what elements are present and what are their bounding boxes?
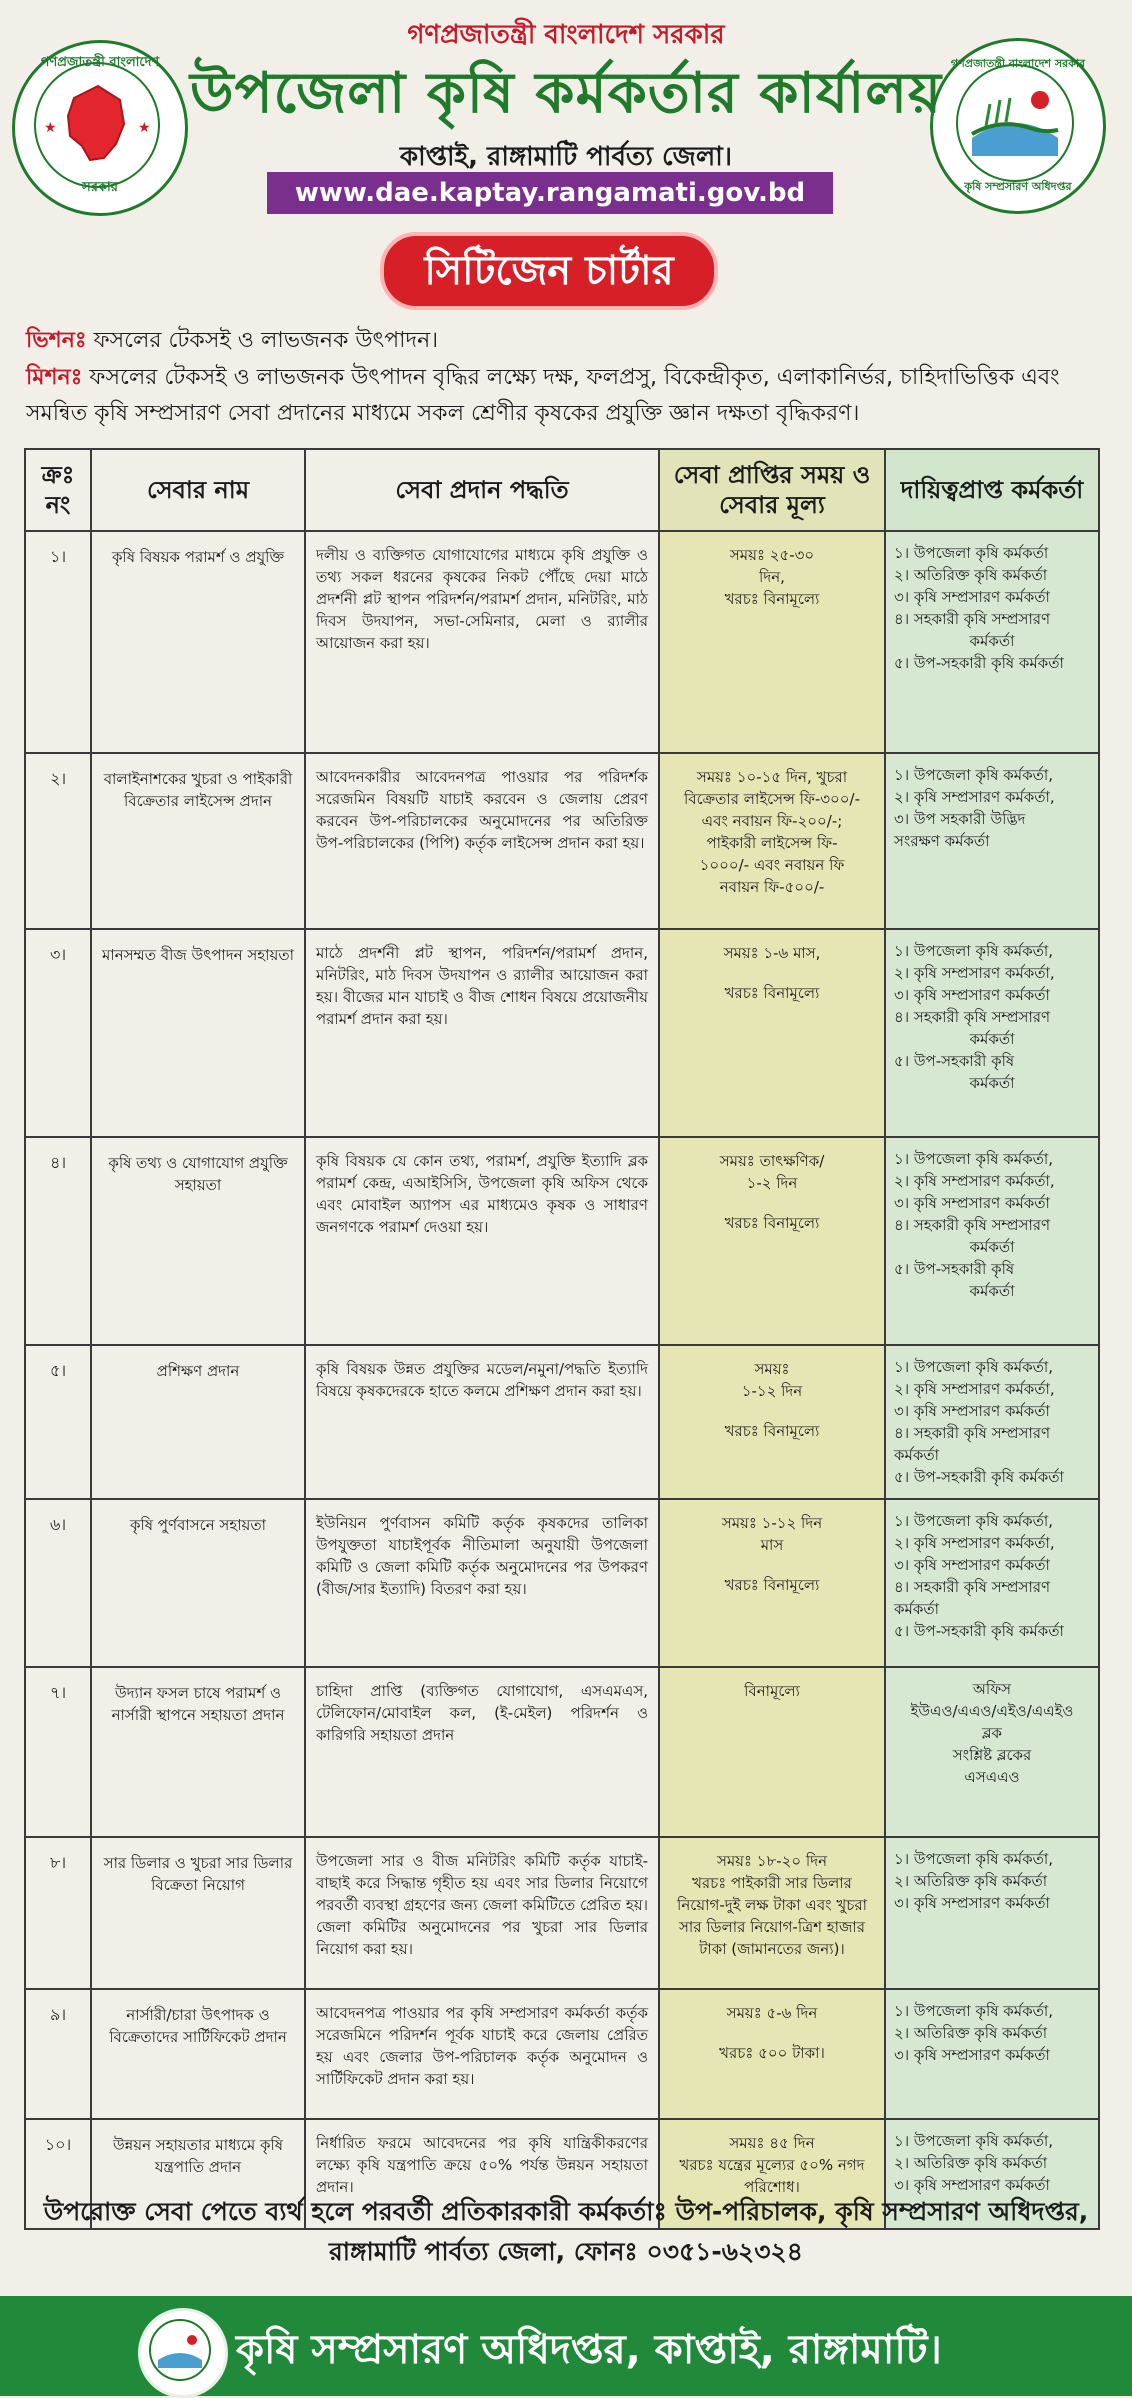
time-cost-cell	[659, 1345, 885, 1499]
service-name-cell: উদ্যান ফসল চাষে পরামর্শ ও নার্সারী স্থাপনে সহায়তা প্রদান	[91, 1667, 305, 1837]
officer-cell	[885, 929, 1099, 1137]
officer-line: ২। অতিরিক্ত কৃষি কর্মকর্তা	[894, 2024, 1048, 2042]
officer-line: ৩। কৃষি সম্প্রসারণ কর্মকর্তা	[894, 986, 1050, 1004]
officer-line: ১। উপজেলা কৃষি কর্মকর্তা,	[894, 942, 1053, 960]
table-row	[25, 1989, 1099, 2119]
officer-line: ৩। কৃষি সম্প্রসারণ কর্মকর্তা	[894, 1894, 1050, 1912]
service-method-cell: চাহিদা প্রাপ্তি (ব্যক্তিগত যোগাযোগ, এসএমএস, টেলিফোন/মোবাইল কল, (ই-মেইল) পরিদর্শন ও কারিগরি সহায়তা প্রদান	[305, 1667, 659, 1837]
time-cost-line	[668, 964, 876, 982]
time-cost-cell	[659, 1837, 885, 1989]
officer-line: সংরক্ষণ কর্মকর্তা	[894, 832, 990, 850]
officer-line: কর্মকর্তা	[969, 1282, 1015, 1300]
header-time-cost: সেবা প্রাপ্তির সময় ও সেবার মূল্য	[659, 449, 885, 531]
time-cost-line: সময়ঃ ১৮-২০ দিন	[716, 1852, 828, 1870]
officer-line: ৫। উপ-সহকারী কৃষি	[894, 1260, 1015, 1278]
serial-cell: ৬।	[25, 1499, 91, 1667]
officer-line: ২। কৃষি সম্প্রসারণ কর্মকর্তা,	[894, 1380, 1055, 1398]
header-service-name: সেবার নাম	[91, 449, 305, 531]
time-cost-line	[668, 1194, 876, 1212]
time-cost-cell	[659, 1137, 885, 1345]
officer-line: ৩। কৃষি সম্প্রসারণ কর্মকর্তা	[894, 2176, 1050, 2194]
service-name-cell: কৃষি তথ্য ও যোগাযোগ প্রযুক্তি সহায়তা	[91, 1137, 305, 1345]
table-row	[25, 531, 1099, 753]
header-service-method: সেবা প্রদান পদ্ধতি	[305, 449, 659, 531]
time-cost-line: নবায়ন ফি-৫০০/-	[719, 878, 825, 896]
table-row	[25, 1137, 1099, 1345]
service-method-cell: আবেদনপত্র পাওয়ার পর কৃষি সম্প্রসারণ কর্মকর্তা কর্তৃক সরেজমিনে পরিদর্শন পূর্বক যাচাই করে জেলায় প্রেরিত হয় এবং জেলার উপ-পরিচালক কর্তৃক অনুমোদন ও সার্টিফিকেট প্রদান করা হয়।	[305, 1989, 659, 2119]
time-cost-line: খরচঃ বিনামূল্যে	[724, 1422, 820, 1440]
time-cost-line: সময়ঃ ১-৬ মাস,	[723, 944, 821, 962]
table-header-row	[25, 449, 1099, 531]
time-cost-line: টাকা (জামানতের জন্য)।	[699, 1940, 845, 1958]
officer-cell	[885, 531, 1099, 753]
officer-line: এসএএও	[964, 1768, 1020, 1786]
officer-line: ব্লক	[981, 1724, 1003, 1742]
officer-line: ৩। কৃষি সম্প্রসারণ কর্মকর্তা	[894, 1402, 1050, 1420]
officer-cell	[885, 753, 1099, 929]
footer-office-name: কৃষি সম্প্রসারণ অধিদপ্তর, কাপ্তাই, রাঙ্গামাটি।	[236, 2327, 942, 2373]
time-cost-line: দিন,	[759, 568, 785, 586]
serial-cell: ৮।	[25, 1837, 91, 1989]
officer-line: ৫। উপ-সহকারী কৃষি কর্মকর্তা	[894, 1468, 1064, 1486]
time-cost-line: ১-১২ দিন	[741, 1382, 803, 1400]
service-table-wrapper	[24, 448, 1084, 2230]
officer-line: ৪। সহকারী কৃষি সম্প্রসারণ	[894, 1216, 1051, 1234]
service-name-cell: প্রশিক্ষণ প্রদান	[91, 1345, 305, 1499]
time-cost-line: খরচঃ বিনামূল্যে	[724, 1576, 820, 1594]
vision-label: ভিশনঃ	[26, 328, 87, 353]
service-method-cell: দলীয় ও ব্যক্তিগত যোগাযোগের মাধ্যমে কৃষি প্রযুক্তি ও তথ্য সকল ধরনের কৃষকের নিকট পৌঁছে দেয়া মাঠে প্রদর্শনী প্লট স্থাপন পরিদর্শন/পরামর্শ প্রদান, মনিটরিং, মাঠ দিবস উদযাপন, সভা-সেমিনার, মেলা ও র‍্যালীর আয়োজন করা হয়।	[305, 531, 659, 753]
officer-line: ৪। সহকারী কৃষি সম্প্রসারণ কর্মকর্তা	[894, 1578, 1051, 1618]
service-name-cell: নার্সারী/চারা উৎপাদক ও বিক্রেতাদের সার্টিফিকেট প্রদান	[91, 1989, 305, 2119]
serial-cell: ৯।	[25, 1989, 91, 2119]
service-method-cell: মাঠে প্রদর্শনী প্লট স্থাপন, পরিদর্শন/পরামর্শ প্রদান, মনিটরিং, মাঠ দিবস উদযাপন ও র‍্যালীর আয়োজন করা হয়। বীজের মান যাচাই ও বীজ শোধন বিষয়ে প্রয়োজনীয় পরামর্শ প্রদান করা হয়।	[305, 929, 659, 1137]
time-cost-line: বিক্রেতার লাইসেন্স ফি-৩০০/-	[683, 790, 861, 808]
mission-label: মিশনঃ	[26, 365, 83, 390]
government-name: গণপ্রজাতন্ত্রী বাংলাদেশ সরকার	[407, 20, 725, 50]
officer-cell	[885, 1345, 1099, 1499]
officer-line: ১। উপজেলা কৃষি কর্মকর্তা,	[894, 1358, 1053, 1376]
serial-cell: ১০।	[25, 2119, 91, 2229]
officer-line: ২। কৃষি সম্প্রসারণ কর্মকর্তা,	[894, 1172, 1055, 1190]
officer-line: কর্মকর্তা	[969, 632, 1015, 650]
time-cost-line: বিনামূল্যে	[744, 1682, 800, 1700]
time-cost-line: সময়ঃ তাৎক্ষণিক/	[719, 1152, 825, 1170]
time-cost-line: সার ডিলার নিয়োগ-ত্রিশ হাজার	[678, 1918, 866, 1936]
charter-title: সিটিজেন চার্টার	[380, 232, 718, 310]
officer-line: ১। উপজেলা কৃষি কর্মকর্তা,	[894, 1150, 1053, 1168]
time-cost-line: খরচঃ বিনামূল্যে	[724, 590, 820, 608]
officer-line: ১। উপজেলা কৃষি কর্মকর্তা,	[894, 2002, 1053, 2020]
service-name-cell: কৃষি পুর্ণবাসনে সহায়তা	[91, 1499, 305, 1667]
service-name-cell: বালাইনাশকের খুচরা ও পাইকারী বিক্রেতার লাইসেন্স প্রদান	[91, 753, 305, 929]
time-cost-line: খরচঃ যন্ত্রের মূল্যের ৫০% নগদ	[679, 2156, 865, 2174]
serial-cell: ১।	[25, 531, 91, 753]
serial-cell: ২।	[25, 753, 91, 929]
officer-line: ২। অতিরিক্ত কৃষি কর্মকর্তা	[894, 2154, 1048, 2172]
time-cost-line: এবং নবায়ন ফি-২০০/-;	[701, 812, 843, 830]
officer-line: ১। উপজেলা কৃষি কর্মকর্তা,	[894, 1512, 1053, 1530]
service-method-cell: আবেদনকারীর আবেদনপত্র পাওয়ার পর পরিদর্শক সরেজমিন বিষয়টি যাচাই করবেন ও জেলায় প্রেরণ করবেন উপ-পরিচালকের অনুমোদনের পর অতিরিক্ত উপ-পরিচালকের (পিপি) কর্তৃক লাইসেন্স প্রদান করা হয়।	[305, 753, 659, 929]
table-row	[25, 1499, 1099, 1667]
serial-cell: ৩।	[25, 929, 91, 1137]
officer-line: ৫। উপ-সহকারী কৃষি	[894, 1052, 1015, 1070]
office-location: কাপ্তাই, রাঙ্গামাটি পার্বত্য জেলা।	[399, 142, 733, 172]
officer-line: ৩। কৃষি সম্প্রসারণ কর্মকর্তা	[894, 2046, 1050, 2064]
time-cost-line: মাস	[760, 1536, 784, 1554]
serial-cell: ৫।	[25, 1345, 91, 1499]
time-cost-line: নিয়োগ-দুই লক্ষ টাকা এবং খুচরা	[677, 1896, 867, 1914]
officer-line: ২। অতিরিক্ত কৃষি কর্মকর্তা	[894, 1872, 1048, 1890]
grievance-note-line2: রাঙ্গামাটি পার্বত্য জেলা, ফোনঃ ০৩৫১-৬২৩২৪	[328, 2237, 804, 2266]
serial-cell: ৪।	[25, 1137, 91, 1345]
time-cost-line	[668, 2024, 876, 2042]
time-cost-cell	[659, 1667, 885, 1837]
service-name-cell: সার ডিলার ও খুচরা সার ডিলার বিক্রেতা নিয়োগ	[91, 1837, 305, 1989]
time-cost-line: সময়ঃ ১-১২ দিন	[721, 1514, 823, 1532]
officer-cell	[885, 1137, 1099, 1345]
officer-line: কর্মকর্তা	[969, 1030, 1015, 1048]
right-logo-top-text: গণপ্রজাতন্ত্রী বাংলাদেশ সরকার	[950, 57, 1086, 70]
time-cost-line: ১-২ দিন	[746, 1174, 798, 1192]
table-row	[25, 1837, 1099, 1989]
service-method-cell: উপজেলা সার ও বীজ মনিটরিং কমিটি কর্তৃক যাচাই-বাছাই করে সিদ্ধান্ত গৃহীত হয় এবং সার ডিলার নিয়োগে পরবর্তী ব্যবস্থা গ্রহণের জন্য জেলা কমিটিতে প্রেরিত হয়। জেলা কমিটির অনুমোদনের পর খুচরা সার ডিলার নিয়োগ করা হয়।	[305, 1837, 659, 1989]
time-cost-line: সময়ঃ ৪৫ দিন	[729, 2134, 815, 2152]
website-url[interactable]: www.dae.kaptay.rangamati.gov.bd	[267, 172, 833, 214]
svg-text:★: ★	[44, 120, 57, 136]
time-cost-line: পরিশোধ।	[744, 2178, 800, 2196]
service-method-cell: কৃষি বিষয়ক যে কোন তথ্য, পরামর্শ, প্রযুক্তি ইত্যাদি ব্লক পরামর্শ কেন্দ্র, এআইসিসি, উপজেলা কৃষি অফিস থেকে এবং মোবাইল অ্যাপস এর মাধ্যমেও কৃষক ও সাধারণ জনগণকে পরামর্শ দেওয়া হয়।	[305, 1137, 659, 1345]
time-cost-line: সময়ঃ	[754, 1360, 790, 1378]
time-cost-line: খরচঃ ৫০০ টাকা।	[719, 2044, 825, 2062]
website-bar	[270, 172, 830, 214]
officer-line: সংশ্লিষ্ট ব্লকের	[952, 1746, 1032, 1764]
officer-line: ২। কৃষি সম্প্রসারণ কর্মকর্তা,	[894, 964, 1055, 982]
time-cost-line	[668, 1402, 876, 1420]
officer-line: ১। উপজেলা কৃষি কর্মকর্তা,	[894, 2132, 1053, 2150]
officer-line: ২। অতিরিক্ত কৃষি কর্মকর্তা	[894, 566, 1048, 584]
grievance-note-line1: উপরোক্ত সেবা পেতে ব্যর্থ হলে পরবর্তী প্রতিকারকারী কর্মকর্তাঃ উপ-পরিচালক, কৃষি সম্প্রসারণ অধিদপ্তর,	[43, 2197, 1089, 2226]
table-row	[25, 1345, 1099, 1499]
time-cost-cell	[659, 753, 885, 929]
officer-line: ৩। উপ সহকারী উদ্ভিদ	[894, 810, 1026, 828]
office-title: উপজেলা কৃষি কর্মকর্তার কার্যালয়	[190, 61, 942, 126]
service-method-cell: নির্ধারিত ফরমে আবেদনের পর কৃষি যান্ত্রিকীকরণের লক্ষ্যে কৃষি যন্ত্রপাতি ক্রয়ে ৫০% পর্যন্ত উন্নয়ন সহায়তা প্রদান।	[305, 2119, 659, 2229]
officer-line: ৩। কৃষি সম্প্রসারণ কর্মকর্তা	[894, 1194, 1050, 1212]
officer-line: ৩। কৃষি সম্প্রসারণ কর্মকর্তা	[894, 1556, 1050, 1574]
mission-statement	[26, 360, 1106, 432]
time-cost-cell	[659, 1499, 885, 1667]
officer-line: ইউএও/এএও/এইও/এএইও	[910, 1702, 1074, 1720]
vision-statement	[26, 323, 1106, 360]
footer-dae-logo-icon	[138, 2308, 228, 2398]
service-name-cell: মানসম্মত বীজ উৎপাদন সহায়তা	[91, 929, 305, 1137]
officer-cell	[885, 1499, 1099, 1667]
officer-line: ৫। উপ-সহকারী কৃষি কর্মকর্তা	[894, 1622, 1064, 1640]
left-seal-top-text: গণপ্রজাতন্ত্রী বাংলাদেশ	[40, 55, 160, 70]
service-table	[24, 448, 1100, 2230]
header-serial: ক্রঃ নং	[25, 449, 91, 531]
time-cost-line: সময়ঃ ২৫-৩০	[729, 546, 815, 564]
vision-text: ফসলের টেকসই ও লাভজনক উৎপাদন।	[86, 328, 439, 353]
officer-cell	[885, 1989, 1099, 2119]
service-method-cell: ইউনিয়ন পুর্ণবাসন কমিটি কর্তৃক কৃষকদের তালিকা উপযুক্ততা যাচাইপূর্বক নীতিমালা অনুযায়ী উপজেলা কমিটি ও জেলা কমিটি কর্তৃক অনুমোদনের পর উপকরণ (বীজ/সার ইত্যাদি) বিতরণ করা হয়।	[305, 1499, 659, 1667]
officer-line: ১। উপজেলা কৃষি কর্মকর্তা,	[894, 766, 1053, 784]
header-officer: দায়িত্বপ্রাপ্ত কর্মকর্তা	[885, 449, 1099, 531]
officer-line: ১। উপজেলা কৃষি কর্মকর্তা	[894, 544, 1049, 562]
left-seal-bottom-text: সরকার	[82, 180, 118, 195]
officer-line: ৩। কৃষি সম্প্রসারণ কর্মকর্তা	[894, 588, 1050, 606]
table-body	[25, 531, 1099, 2229]
table-row	[25, 929, 1099, 1137]
service-name-cell: কৃষি বিষয়ক পরামর্শ ও প্রযুক্তি	[91, 531, 305, 753]
time-cost-line: সময়ঃ ৫-৬ দিন	[726, 2004, 818, 2022]
service-name-cell: উন্নয়ন সহায়তার মাধ্যমে কৃষি যন্ত্রপাতি প্রদান	[91, 2119, 305, 2229]
time-cost-cell	[659, 531, 885, 753]
svg-text:★: ★	[138, 120, 151, 136]
time-cost-line	[668, 1556, 876, 1574]
officer-line: ১। উপজেলা কৃষি কর্মকর্তা,	[894, 1850, 1053, 1868]
time-cost-line: সময়ঃ ১০-১৫ দিন, খুচরা	[696, 768, 848, 786]
officer-line: কর্মকর্তা	[969, 1074, 1015, 1092]
time-cost-line: খরচঃ বিনামূল্যে	[724, 1214, 820, 1232]
officer-line: ২। কৃষি সম্প্রসারণ কর্মকর্তা,	[894, 788, 1055, 806]
officer-line: ৪। সহকারী কৃষি সম্প্রসারণ	[894, 610, 1051, 628]
time-cost-cell	[659, 1989, 885, 2119]
time-cost-cell	[659, 929, 885, 1137]
officer-line: ৫। উপ-সহকারী কৃষি কর্মকর্তা	[894, 654, 1064, 672]
grievance-note	[30, 2192, 1102, 2272]
mission-text: ফসলের টেকসই ও লাভজনক উৎপাদন বৃদ্ধির লক্ষ্যে দক্ষ, ফলপ্রসু, বিকেন্দ্রীকৃত, এলাকানির্ভর, চাহিদাভিত্তিক এবং সমন্বিত কৃষি সম্প্রসারণ সেবা প্রদানের মাধ্যমে সকল শ্রেণীর কৃষকের প্রযুক্তি জ্ঞান দক্ষতা বৃদ্ধিকরণ।	[26, 365, 1060, 426]
time-cost-line: ১০০০/- এবং নবায়ন ফি	[699, 856, 845, 874]
officer-line: অফিস	[972, 1680, 1012, 1698]
serial-cell: ৭।	[25, 1667, 91, 1837]
officer-line: কর্মকর্তা	[969, 1238, 1015, 1256]
officer-cell	[885, 1837, 1099, 1989]
officer-cell	[885, 1667, 1099, 1837]
table-row	[25, 753, 1099, 929]
time-cost-line: খরচঃ বিনামূল্যে	[724, 984, 820, 1002]
officer-line: ৪। সহকারী কৃষি সম্প্রসারণ কর্মকর্তা	[894, 1424, 1051, 1464]
table-row	[25, 1667, 1099, 1837]
time-cost-line: পাইকারী লাইসেন্স ফি-	[706, 834, 838, 852]
officer-line: ২। কৃষি সম্প্রসারণ কর্মকর্তা,	[894, 1534, 1055, 1552]
service-method-cell: কৃষি বিষয়ক উন্নত প্রযুক্তির মডেল/নমুনা/পদ্ধতি ইত্যাদি বিষয়ে কৃষকদেরকে হাতে কলমে প্রশিক্ষণ প্রদান করা হয়।	[305, 1345, 659, 1499]
officer-line: ৪। সহকারী কৃষি সম্প্রসারণ	[894, 1008, 1051, 1026]
right-logo-bottom-text: কৃষি সম্প্রসারণ অধিদপ্তর	[964, 180, 1072, 193]
time-cost-line: খরচঃ পাইকারী সার ডিলার	[692, 1874, 852, 1892]
